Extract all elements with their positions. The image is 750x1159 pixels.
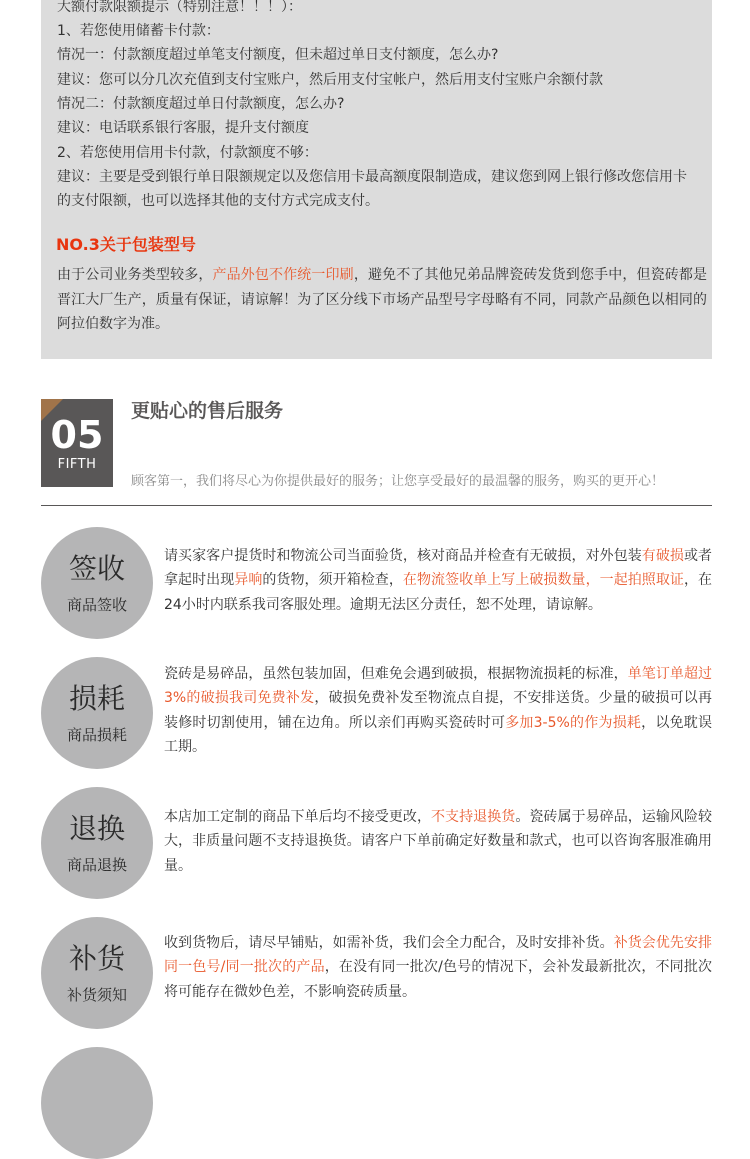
service-badge-label: 补货须知 — [66, 986, 127, 1004]
description-text: ，以免耽误工期。 — [164, 714, 713, 755]
service-badge-circle — [41, 657, 153, 769]
service-badge-circle — [41, 917, 153, 1029]
section-number-word: FIFTH — [57, 457, 97, 472]
no3-heading: NO.3关于包装型号 — [56, 235, 196, 254]
notes-line: 2、若您使用信用卡付款，付款额度不够： — [57, 145, 318, 161]
highlight-text: 不支持退换货 — [431, 809, 516, 825]
description-text: 瓷砖是易碎品，虽然包装加固，但难免会遇到破损，根据物流损耗的标准， — [164, 666, 628, 682]
description-text: 的货物，须开箱检查， — [262, 572, 403, 589]
highlight-text: 多加3-5%的作为损耗 — [505, 714, 642, 731]
notes-line: 建议：主要是受到银行单日限额规定以及您信用卡最高额度限制造成，建议您到网上银行修改您信用卡 — [57, 169, 687, 185]
service-description — [164, 931, 712, 1004]
no3-text-2: ，避免不了其他兄弟品牌瓷砖发货到您手中，但瓷砖都是晋江大厂生产，质量有保证，请谅解！为了区分线下市场产品型号字母略有不同，同款产品颜色以相同的阿拉伯数字为准。 — [57, 267, 708, 332]
section-subtitle: 顾客第一，我们将尽心为你提供最好的服务；让您享受最好的最温馨的服务，购买的更开心！ — [131, 474, 665, 489]
notes-line: 大额付款限额提示（特别注意！！！）： — [57, 0, 302, 15]
service-badge-label: 商品损耗 — [66, 726, 127, 744]
description-text: 或者拿起时出现 — [164, 548, 713, 589]
service-badge-title: 补货 — [68, 942, 125, 975]
section-number: 05 — [50, 413, 104, 457]
highlight-text: 补货会优先安排同一色号/同一批次的产品 — [164, 935, 713, 976]
service-description — [164, 544, 712, 617]
notes-line: 建议：您可以分几次充值到支付宝账户，然后用支付宝帐户，然后用支付宝账户余额付款 — [57, 72, 603, 88]
highlight-text: 单笔订单超过3%的破损我司免费补发 — [164, 666, 713, 707]
service-badge-label: 商品签收 — [66, 596, 127, 614]
description-text: ，破损免费补发至物流点自提，不安排送货。少量的破损可以再装修时切割使用，铺在边角。所以亲们再购买瓷砖时可 — [164, 690, 712, 731]
highlight-text: 在物流签收单上写上破损数量，一起拍照取证 — [402, 572, 684, 589]
description-text: 收到货物后，请尽早铺贴，如需补货，我们会全力配合，及时安排补货。 — [164, 935, 614, 951]
service-description — [164, 805, 712, 878]
no3-text-1: 由于公司业务类型较多， — [57, 267, 213, 283]
service-badge-circle-partial — [41, 1047, 153, 1159]
service-badge-title: 损耗 — [68, 682, 125, 715]
section-divider — [41, 505, 712, 506]
description-text: 。瓷砖属于易碎品，运输风险较大，非质量问题不支持退换货。请客户下单前确定好数量和款式，也可以咨询客服准确用量。 — [164, 809, 713, 874]
service-badge-circle — [41, 527, 153, 639]
notes-line: 情况二：付款额度超过单日付款额度，怎么办? — [57, 96, 345, 112]
service-badge-circle — [41, 787, 153, 899]
notes-line: 情况一：付款额度超过单笔支付额度，但未超过单日支付额度，怎么办? — [57, 47, 499, 63]
description-text: 请买家客户提货时和物流公司当面验货，核对商品并检查有无破损，对外包装 — [164, 548, 642, 564]
service-badge-title: 签收 — [68, 552, 125, 585]
notes-line: 的支付限额，也可以选择其他的支付方式完成支付。 — [57, 193, 379, 209]
no3-paragraph — [57, 263, 707, 337]
no3-highlight: 产品外包不作统一印刷 — [212, 267, 354, 283]
payment-notes-box — [41, 0, 712, 359]
description-text: ，在24小时内联系我司客服处理。逾期无法区分责任，恕不处理，请谅解。 — [164, 572, 713, 613]
notes-line: 1、若您使用储蓄卡付款： — [57, 23, 220, 39]
highlight-text: 异响 — [234, 572, 263, 589]
service-badge-title: 退换 — [68, 812, 125, 845]
description-text: 本店加工定制的商品下单后均不接受更改， — [164, 809, 431, 825]
section-title: 更贴心的售后服务 — [131, 400, 284, 422]
section-number-badge — [41, 399, 113, 487]
service-description — [164, 662, 712, 759]
service-badge-label: 商品退换 — [66, 856, 127, 874]
description-text: ，在没有同一批次/色号的情况下，会补发最新批次，不同批次将可能存在微妙色差，不影响瓷砖质量。 — [164, 959, 713, 1000]
highlight-text: 有破损 — [641, 548, 684, 564]
notes-line: 建议：电话联系银行客服，提升支付额度 — [57, 120, 309, 136]
